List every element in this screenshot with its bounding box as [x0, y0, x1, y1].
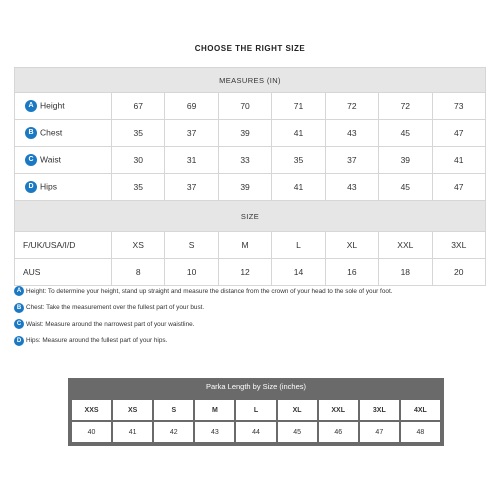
size-row-label: AUS [15, 259, 112, 286]
cell: 47 [432, 174, 485, 201]
cell: 41 [272, 174, 325, 201]
cell: 18 [379, 259, 432, 286]
cell: 70 [218, 93, 271, 120]
badge-d-icon: D [14, 336, 24, 346]
cell: 37 [325, 147, 378, 174]
parka-size: XS [113, 400, 152, 420]
badge-c-icon: C [25, 154, 37, 166]
cell: 43 [325, 174, 378, 201]
measure-label: Height [40, 100, 65, 111]
cell: 37 [165, 174, 218, 201]
parka-size: M [195, 400, 234, 420]
parka-length: 43 [195, 422, 234, 442]
parka-length: 46 [319, 422, 358, 442]
cell: 37 [165, 120, 218, 147]
parka-length: 48 [401, 422, 440, 442]
cell: XXL [379, 232, 432, 259]
cell: 20 [432, 259, 485, 286]
badge-a-icon: A [14, 286, 24, 296]
parka-length-table [68, 378, 444, 446]
measure-row-waist [15, 147, 486, 174]
cell: 3XL [432, 232, 485, 259]
cell: 12 [218, 259, 271, 286]
cell: 69 [165, 93, 218, 120]
cell: 8 [112, 259, 165, 286]
cell: 39 [218, 120, 271, 147]
size-row-intl [15, 232, 486, 259]
parka-size: 3XL [360, 400, 399, 420]
cell: 35 [112, 120, 165, 147]
badge-b-icon: B [25, 127, 37, 139]
cell: 71 [272, 93, 325, 120]
parka-length: 45 [278, 422, 317, 442]
badge-c-icon: C [14, 319, 24, 329]
note-chest [14, 300, 494, 317]
parka-grid [72, 400, 440, 442]
note-height [14, 283, 494, 300]
badge-a-icon: A [25, 100, 37, 112]
measure-row-hips [15, 174, 486, 201]
cell: 30 [112, 147, 165, 174]
cell: 45 [379, 174, 432, 201]
cell: 45 [379, 120, 432, 147]
parka-size: XL [278, 400, 317, 420]
parka-length: 44 [236, 422, 275, 442]
cell: 10 [165, 259, 218, 286]
size-chart-table [14, 67, 486, 286]
cell: 43 [325, 120, 378, 147]
cell: 67 [112, 93, 165, 120]
badge-d-icon: D [25, 181, 37, 193]
cell: XL [325, 232, 378, 259]
parka-size: 4XL [401, 400, 440, 420]
parka-length: 42 [154, 422, 193, 442]
parka-table-title: Parka Length by Size (inches) [205, 382, 307, 391]
cell: 35 [272, 147, 325, 174]
cell: 41 [272, 120, 325, 147]
page-title: CHOOSE THE RIGHT SIZE [194, 44, 306, 53]
cell: 39 [379, 147, 432, 174]
note-hips [14, 333, 494, 350]
measurement-notes [14, 283, 494, 349]
cell: 39 [218, 174, 271, 201]
parka-size: S [154, 400, 193, 420]
cell: 31 [165, 147, 218, 174]
parka-length: 40 [72, 422, 111, 442]
note-text: Chest: Take the measurement over the fullest part of your bust. [26, 304, 205, 312]
parka-size: XXS [72, 400, 111, 420]
note-waist [14, 316, 494, 333]
cell: M [218, 232, 271, 259]
cell: 14 [272, 259, 325, 286]
cell: 72 [325, 93, 378, 120]
parka-length: 47 [360, 422, 399, 442]
parka-size: XXL [319, 400, 358, 420]
cell: 33 [218, 147, 271, 174]
cell: 35 [112, 174, 165, 201]
note-text: Waist: Measure around the narrowest part of your waistline. [26, 320, 195, 328]
measure-label: Hips [40, 181, 58, 192]
note-text: Height: To determine your height, stand up straight and measure the distance from the crown of your head to the sole of your foot. [26, 287, 393, 295]
measures-header: MEASURES (IN) [15, 68, 486, 93]
cell: XS [112, 232, 165, 259]
cell: 72 [379, 93, 432, 120]
cell: L [272, 232, 325, 259]
note-text: Hips: Measure around the fullest part of your hips. [26, 337, 168, 345]
cell: 47 [432, 120, 485, 147]
size-row-label: F/UK/USA/I/D [15, 232, 112, 259]
parka-length: 41 [113, 422, 152, 442]
cell: 73 [432, 93, 485, 120]
measure-row-height [15, 93, 486, 120]
measure-label: Chest [40, 127, 63, 138]
cell: 41 [432, 147, 485, 174]
badge-b-icon: B [14, 303, 24, 313]
cell: S [165, 232, 218, 259]
measure-label: Waist [40, 154, 61, 165]
size-row-aus [15, 259, 486, 286]
size-header: SIZE [15, 201, 486, 232]
measure-row-chest [15, 120, 486, 147]
parka-size: L [236, 400, 275, 420]
cell: 16 [325, 259, 378, 286]
